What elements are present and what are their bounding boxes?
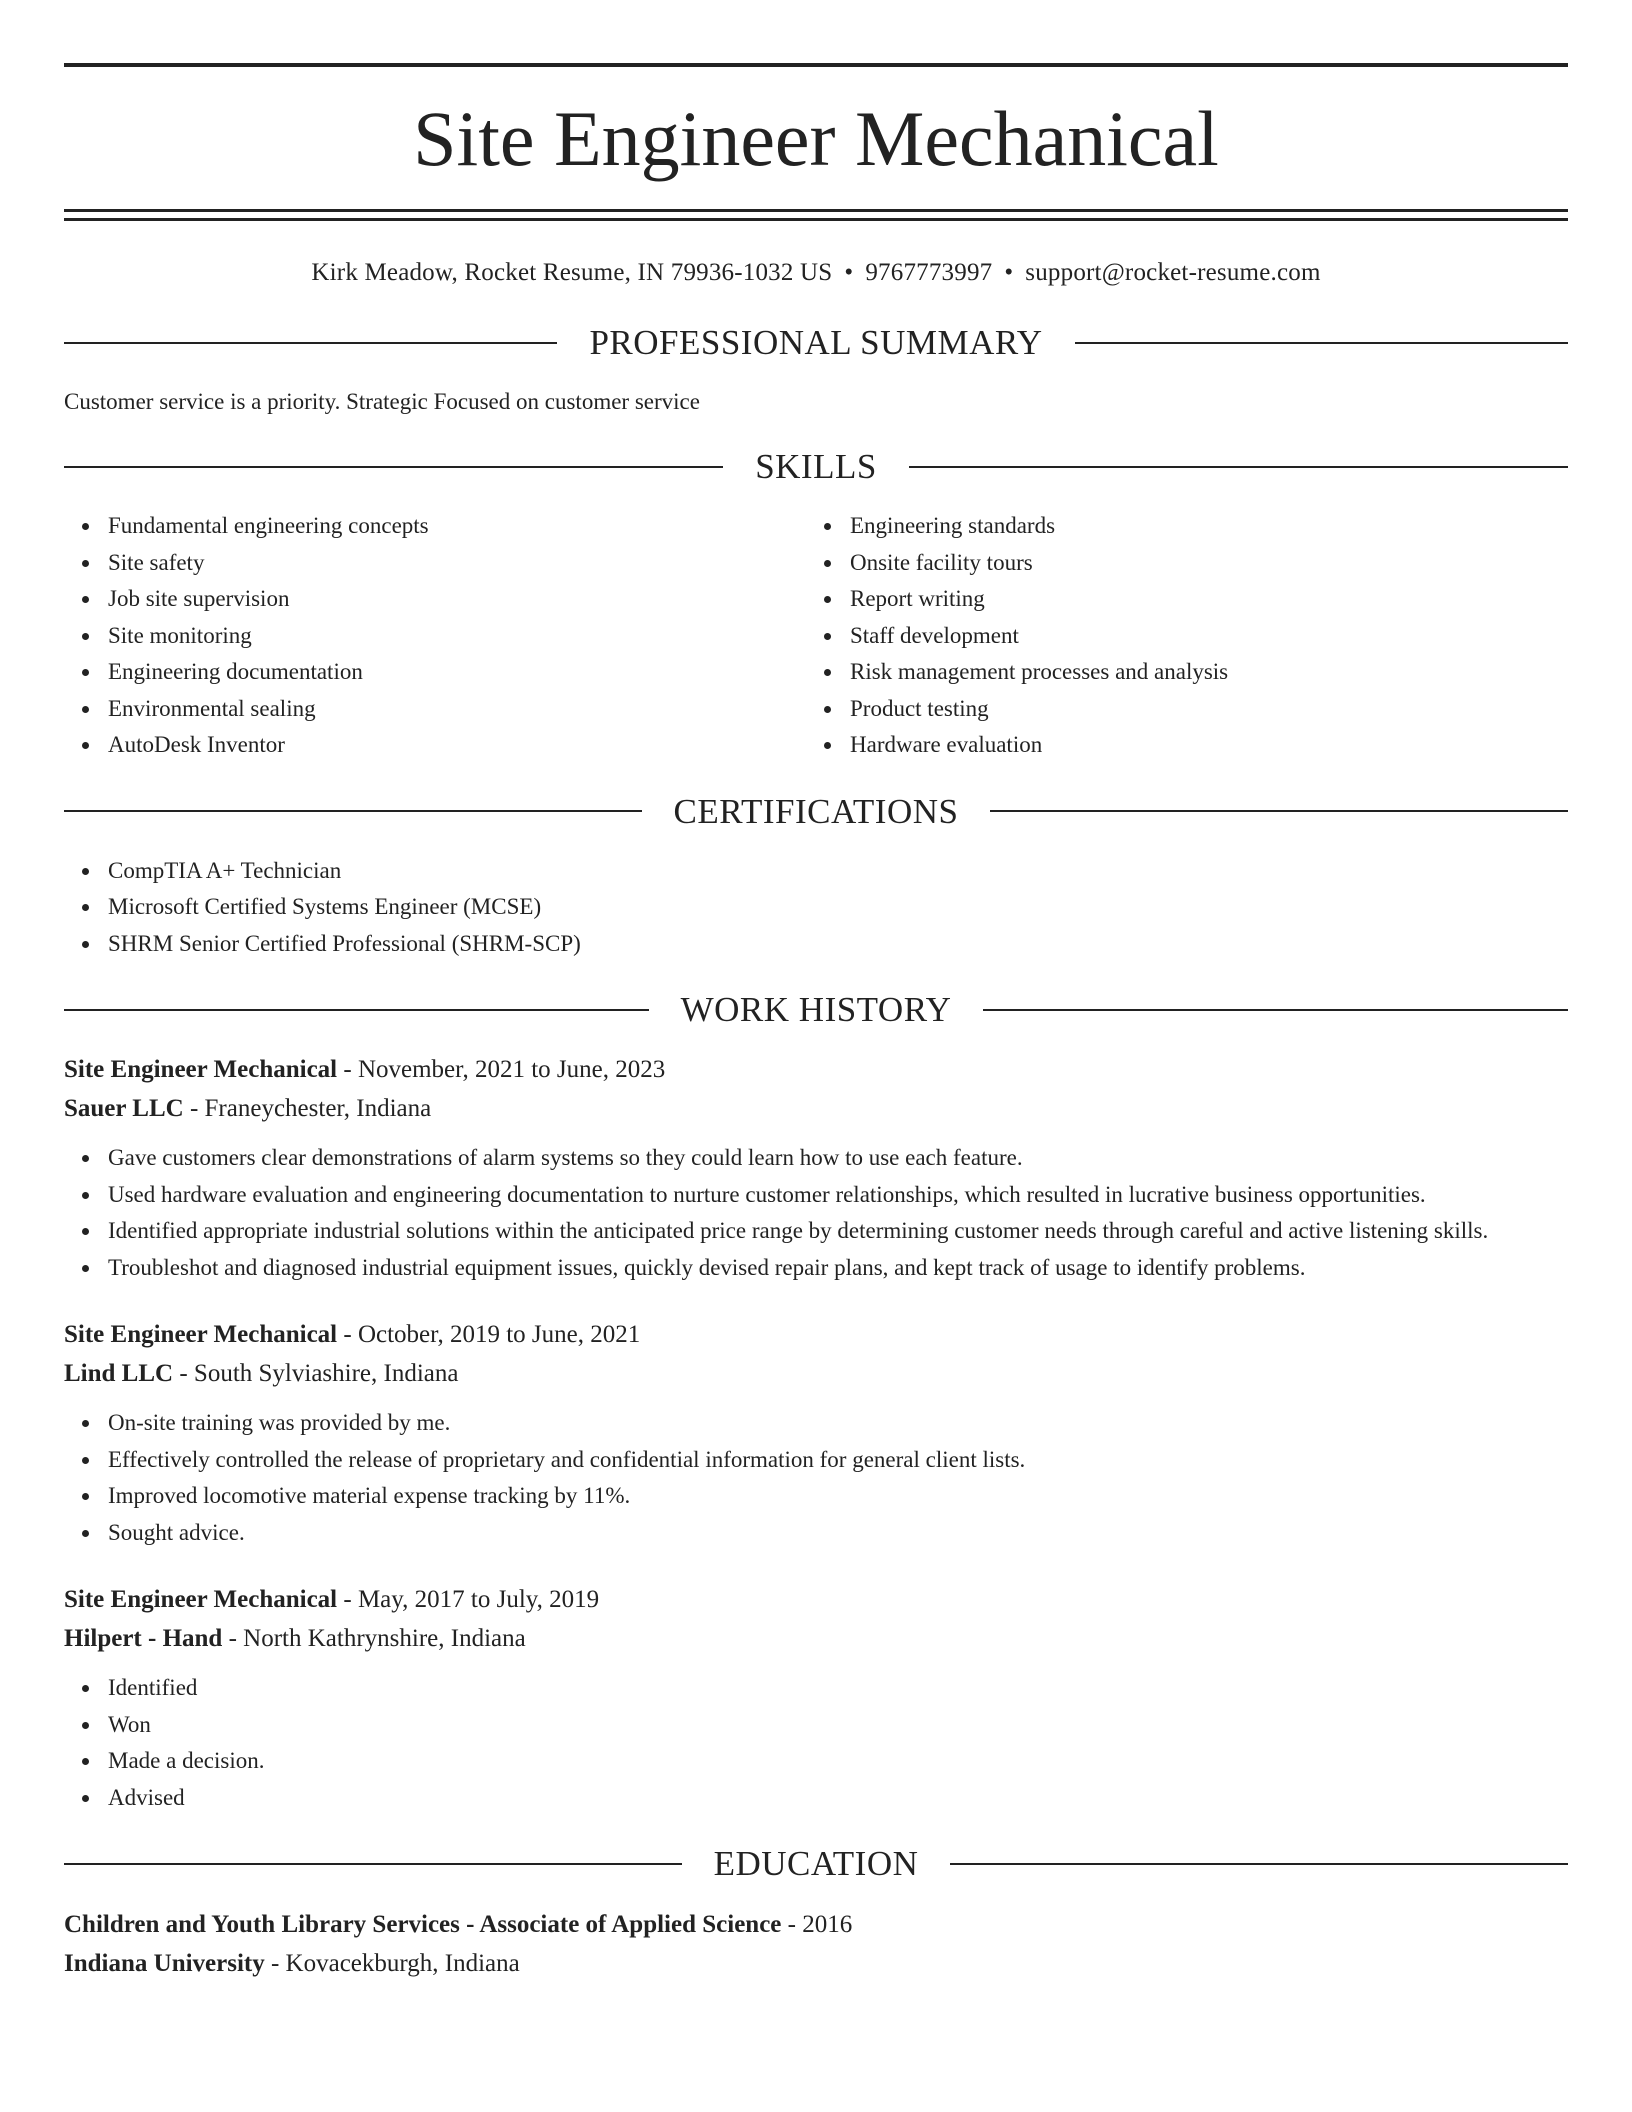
section-rule <box>64 466 723 468</box>
job-title-line <box>64 1580 1568 1619</box>
job-location: - North Kathrynshire, Indiana <box>222 1625 526 1652</box>
education-location: - Kovacekburgh, Indiana <box>264 1950 520 1977</box>
skill-item: Site monitoring <box>108 618 806 655</box>
skill-item: Staff development <box>850 618 1548 655</box>
skill-item: Hardware evaluation <box>850 727 1548 764</box>
skill-item: Environmental sealing <box>108 691 806 728</box>
job-company: Lind LLC <box>64 1360 174 1387</box>
education-degree: Children and Youth Library Services - Associate of Applied Science <box>64 1911 782 1938</box>
section-rule <box>983 1009 1568 1011</box>
contact-address: Kirk Meadow, Rocket Resume, IN 79936-1032 US <box>311 259 833 286</box>
skill-item: Product testing <box>850 691 1548 728</box>
job-bullet: Troubleshot and diagnosed industrial equipment issues, quickly devised repair plans, and kept track of usage to identify problems. <box>108 1250 1568 1287</box>
job-bullet: Gave customers clear demonstrations of alarm systems so they could learn how to use each feature. <box>108 1140 1568 1177</box>
job-dates: - October, 2019 to June, 2021 <box>337 1321 641 1348</box>
skill-item: AutoDesk Inventor <box>108 727 806 764</box>
job-company-line <box>64 1354 1568 1393</box>
skill-item: Report writing <box>850 581 1548 618</box>
section-rule <box>990 810 1568 812</box>
certification-item: SHRM Senior Certified Professional (SHRM-SCP) <box>108 926 1568 963</box>
contact-phone: 9767773997 <box>865 259 993 286</box>
skill-item: Onsite facility tours <box>850 545 1548 582</box>
job-location: - Franeychester, Indiana <box>183 1095 432 1122</box>
job-bullet: Identified appropriate industrial solutions within the anticipated price range by determining customer needs through careful and active listening skills. <box>108 1213 1568 1250</box>
certifications-heading: CERTIFICATIONS <box>673 791 959 831</box>
job-company: Sauer LLC <box>64 1095 184 1122</box>
job-bullet: On-site training was provided by me. <box>108 1405 1568 1442</box>
resume-title: Site Engineer Mechanical <box>413 95 1219 182</box>
job-location: - South Sylviashire, Indiana <box>173 1360 459 1387</box>
job-bullet: Improved locomotive material expense tracking by 11%. <box>108 1478 1568 1515</box>
contact-separator: • <box>1004 259 1014 286</box>
education-entry <box>64 1905 1568 1983</box>
skills-column-right <box>806 508 1548 764</box>
contact-email: support@rocket-resume.com <box>1025 259 1321 286</box>
education-school: Indiana University <box>64 1950 265 1977</box>
job-bullets <box>64 1140 1568 1286</box>
section-rule <box>64 1863 682 1865</box>
section-rule <box>1075 342 1568 344</box>
job-bullet: Made a decision. <box>108 1743 1568 1780</box>
skills-heading: SKILLS <box>755 447 877 486</box>
job-title-line <box>64 1050 1568 1089</box>
section-rule <box>909 466 1568 468</box>
job-bullet: Effectively controlled the release of proprietary and confidential information for general client lists. <box>108 1442 1568 1479</box>
education-heading: EDUCATION <box>713 1844 919 1883</box>
job-title: Site Engineer Mechanical <box>64 1321 338 1348</box>
certifications-section-header <box>64 791 1568 831</box>
section-rule <box>64 1009 649 1011</box>
job-bullet: Sought advice. <box>108 1515 1568 1552</box>
job-bullet: Advised <box>108 1780 1568 1817</box>
skill-item: Risk management processes and analysis <box>850 654 1548 691</box>
job-dates: - November, 2021 to June, 2023 <box>337 1056 666 1083</box>
job-bullet: Used hardware evaluation and engineering documentation to nurture customer relationships, which resulted in lucrative business opportunities. <box>108 1177 1568 1214</box>
job-company-line <box>64 1619 1568 1658</box>
skill-item: Job site supervision <box>108 581 806 618</box>
title-rule-upper <box>64 209 1568 212</box>
job-bullets <box>64 1405 1568 1551</box>
certifications-list <box>64 853 1568 963</box>
resume-page <box>64 0 1568 1983</box>
education-section-header <box>64 1846 1568 1881</box>
skill-item: Site safety <box>108 545 806 582</box>
certification-item: CompTIA A+ Technician <box>108 853 1568 890</box>
education-year: - 2016 <box>781 1911 853 1938</box>
education-degree-line <box>64 1905 1568 1944</box>
contact-separator: • <box>844 259 854 286</box>
job-bullet: Won <box>108 1707 1568 1744</box>
job-title: Site Engineer Mechanical <box>64 1586 338 1613</box>
job-company-line <box>64 1089 1568 1128</box>
summary-section-header <box>64 325 1568 360</box>
title-rule-lower <box>64 218 1568 221</box>
job-bullet: Identified <box>108 1670 1568 1707</box>
section-rule <box>64 342 557 344</box>
skill-item: Engineering standards <box>850 508 1548 545</box>
job-entry <box>64 1315 1568 1551</box>
work-history-section-header <box>64 992 1568 1027</box>
certification-item: Microsoft Certified Systems Engineer (MCSE) <box>108 889 1568 926</box>
summary-heading: PROFESSIONAL SUMMARY <box>589 323 1043 362</box>
job-title: Site Engineer Mechanical <box>64 1056 338 1083</box>
skills-section-header <box>64 449 1568 484</box>
education-school-line <box>64 1944 1568 1983</box>
job-dates: - May, 2017 to July, 2019 <box>337 1586 600 1613</box>
contact-line <box>64 259 1568 287</box>
section-rule <box>950 1863 1568 1865</box>
summary-text: Customer service is a priority. Strategic Focused on customer service <box>64 389 700 414</box>
job-company: Hilpert - Hand <box>64 1625 223 1652</box>
job-entry <box>64 1050 1568 1286</box>
skills-list <box>64 508 1568 764</box>
skill-item: Engineering documentation <box>108 654 806 691</box>
job-bullets <box>64 1670 1568 1816</box>
work-history-heading: WORK HISTORY <box>680 990 952 1029</box>
job-title-line <box>64 1315 1568 1354</box>
skill-item: Fundamental engineering concepts <box>108 508 806 545</box>
skills-column-left <box>64 508 806 764</box>
section-rule <box>64 810 642 812</box>
job-entry <box>64 1580 1568 1816</box>
